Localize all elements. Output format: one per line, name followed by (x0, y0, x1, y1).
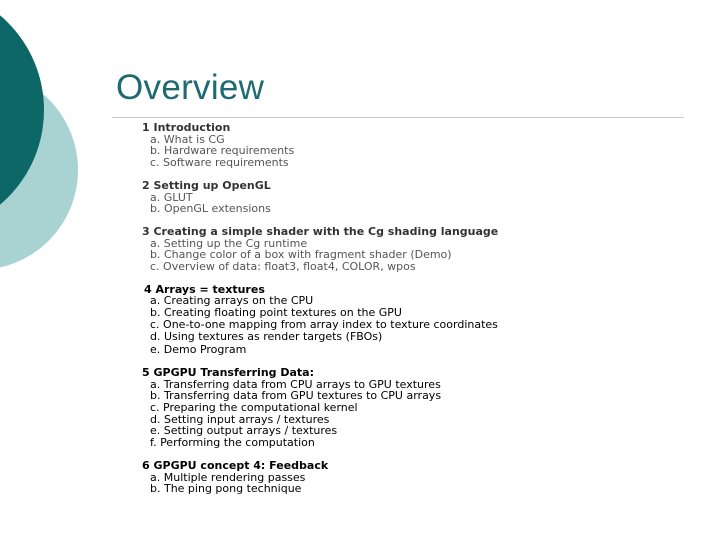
list-item: a. Creating arrays on the CPU (150, 294, 314, 308)
list-item: c. One-to-one mapping from array index to texture coordinates (150, 317, 498, 331)
list-item: a. Transferring data from CPU arrays to GPU textures (150, 377, 441, 391)
list-item: b. Transferring data from GPU textures to CPU arrays (150, 389, 442, 403)
title-divider (112, 117, 684, 118)
list-item: c. Software requirements (150, 156, 289, 170)
section-introduction (142, 122, 702, 169)
list-item: b. Creating floating point textures on the GPU (150, 306, 402, 320)
section-arrays-textures (142, 284, 702, 356)
list-item: e. Demo Program (150, 343, 247, 357)
list-item: c. Preparing the computational kernel (150, 401, 358, 415)
list-item: a. Setting up the Cg runtime (150, 236, 308, 250)
section-setting-up-opengl (142, 180, 702, 215)
section-feedback (142, 460, 702, 495)
list-item: b. Change color of a box with fragment shader (Demo) (150, 248, 452, 262)
list-item: d. Using textures as render targets (FBOs) (150, 329, 383, 343)
section-heading: 3 Creating a simple shader with the Cg shading language (142, 224, 499, 238)
list-item: a. Multiple rendering passes (150, 470, 306, 484)
slide-title: Overview (116, 68, 265, 107)
decorative-circles (0, 0, 120, 540)
section-heading: 2 Setting up OpenGL (142, 178, 271, 192)
list-item: f. Performing the computation (150, 436, 315, 450)
section-heading: 4 Arrays = textures (144, 282, 265, 296)
section-heading: 6 GPGPU concept 4: Feedback (142, 458, 329, 472)
list-item: d. Setting input arrays / textures (150, 412, 330, 426)
list-item: a. GLUT (150, 190, 193, 204)
list-item: b. The ping pong technique (150, 482, 302, 496)
list-item: b. Hardware requirements (150, 144, 295, 158)
list-item: e. Setting output arrays / textures (150, 424, 338, 438)
section-creating-shader (142, 226, 702, 273)
list-item: b. OpenGL extensions (150, 202, 271, 216)
section-heading: 5 GPGPU Transferring Data: (142, 365, 314, 379)
section-heading: 1 Introduction (142, 121, 231, 134)
overview-outline (142, 122, 702, 506)
section-transferring-data (142, 367, 702, 449)
list-item: a. What is CG (150, 132, 225, 146)
list-item: c. Overview of data: float3, float4, COLOR, wpos (150, 260, 416, 274)
